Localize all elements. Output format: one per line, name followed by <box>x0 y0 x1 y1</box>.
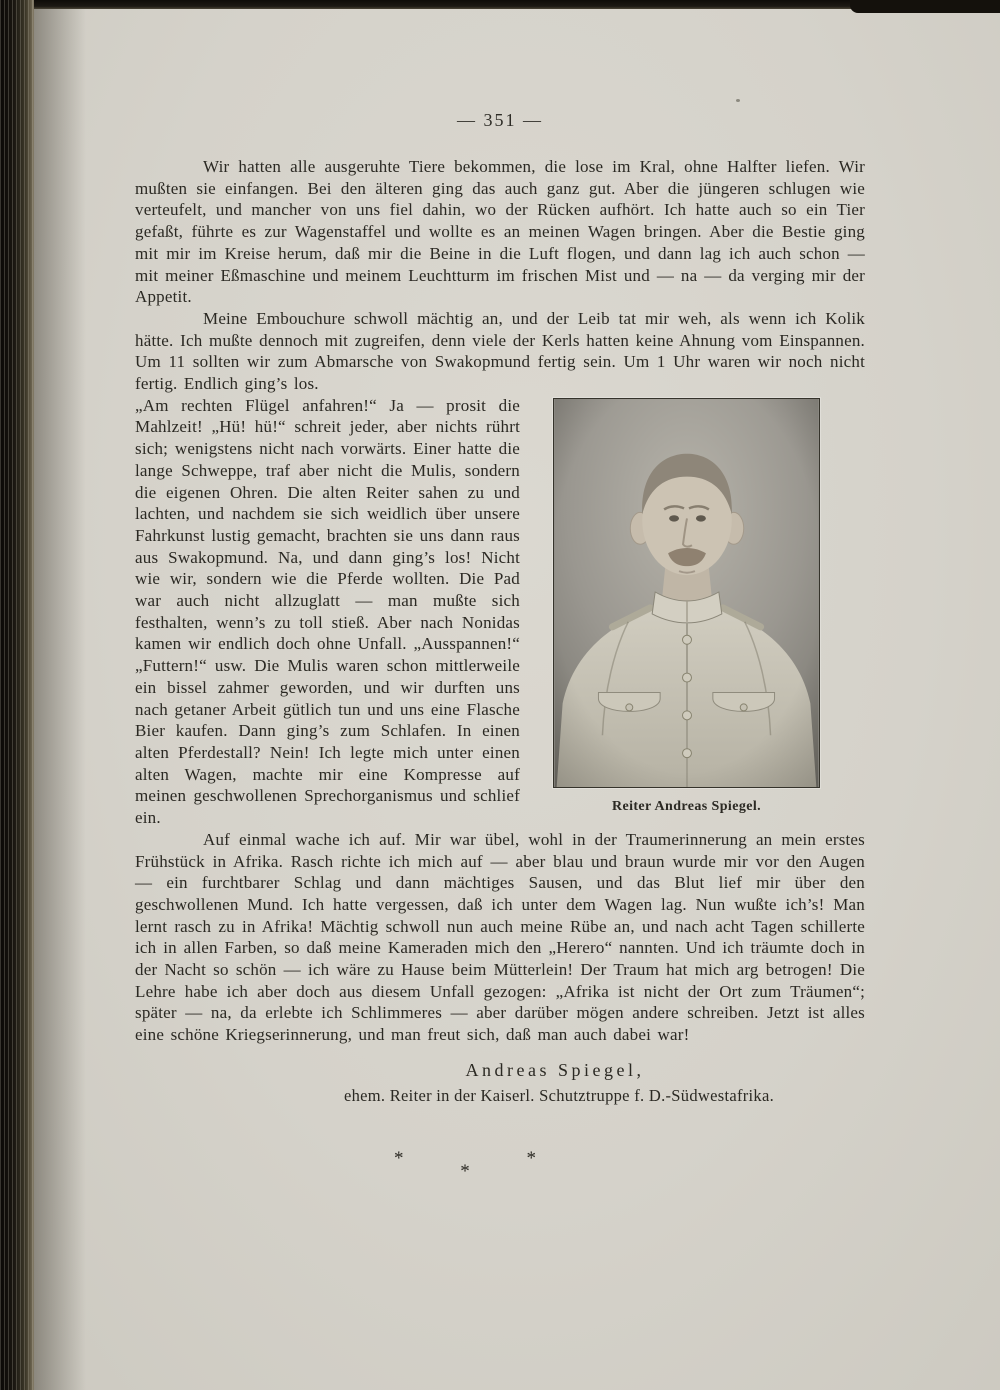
paragraph-1: Wir hatten alle ausgeruhte Tiere bekommen, die lose im Kral, ohne Halfter liefen. Wir mußten sie einfangen. Bei den älteren ging das auch ganz gut. Aber die jüngeren schlugen wie verteufelt, und mancher von uns fiel dahin, wo der Rücken aufhört. Ich hatte auch so ein Tier gefaßt, führte es zur Wagenstaffel und wollte es an meinen Wagen bringen. Aber die Bestie ging mit mir im Kreise herum, daß mir die Beine in die Luft flogen, und dann lag ich auch schon — mit meiner Eßmaschine und meinem Leuchtturm im frischen Mist und — na — da verging mir der Appetit. <box>135 157 865 307</box>
paragraph-2-continued: „Am rechten Flügel anfahren!“ Ja — prosit die Mahlzeit! „Hü! hü!“ schreit jeder, aber nichts rührt sich; wenigstens nicht nach vorwärts. Einer hatte die lange Schweppe, traf aber nicht die Mulis, sondern die eigenen Ohren. Die alten Reiter sahen zu und lachten, und nachdem sie sich weidlich über unsere Fahrkunst lustig gemacht, brachten sie uns dann raus aus Swakopmund. Na, und dann ging’s los! Nicht wie wir, sondern wie die Pferde wollten. Die Pad war auch nicht allzuglatt — man mußte sich festhalten, wenn’s zu toll stieß. Aber nach Nonidas kamen wir endlich doch ohne Unfall. „Ausspannen!“ „Futtern!“ usw. Die Mulis waren schon mittlerweile ein bissel zahmer geworden, und wir durften uns nach getaner Arbeit gütlich tun und uns eine Flasche Bier kaufen. Dann ging’s zum Schlafen. In einen alten Pferdestall? Nein! Ich legte mich unter einen alten Wagen, machte mir eine Kompresse auf meinen geschwollenen Sprechorganismus und schlief ein. <box>135 395 520 828</box>
signature-title: ehem. Reiter in der Kaiserl. Schutztruppe f. D.-Südwestafrika. <box>343 1085 775 1105</box>
dust-speck <box>736 99 740 102</box>
photo-caption: Reiter Andreas Spiegel. <box>611 798 762 814</box>
photo-text-flow <box>135 395 865 1046</box>
soldier-portrait-image <box>554 399 819 787</box>
scan-top-edge <box>0 0 1000 9</box>
book-binding-edge <box>0 0 34 1390</box>
asterisk: * <box>394 1147 404 1169</box>
page-number: — 351 — <box>457 110 543 130</box>
section-separator <box>135 1148 865 1188</box>
portrait-photo <box>553 398 820 788</box>
asterisk: * <box>460 1160 470 1182</box>
paragraph-3: Auf einmal wache ich auf. Mir war übel, wohl in der Traumerinnerung an mein erstes Frühstück in Afrika. Rasch richte ich mich auf — aber blau und braun wurde mir vor den Augen — ein furchtbarer Schlag und dann mächtiges Sausen, und das Blut lief mir über den geschwollenen Mund. Ich hatte vergessen, daß ich unter dem Wagen lag. Nun wußte ich’s! Man lernt rasch zu in Afrika! Mächtig schwoll nun auch meine Rübe an, und nach acht Tagen schillerte ich in allen Farben, so daß meine Kameraden mich den „Herero“ nannten. Und ich träumte doch in der Nacht so schön — ich wäre zu Hause beim Mütterlein! Der Traum hat mich arg betrogen! Die Lehre habe ich aber doch aus diesem Unfall gezogen: „Afrika ist nicht der Ort zum Träumen“; später — na, da erlebte ich Schlimmeres — aber darüber mögen andere schreiben. Jetzt ist alles eine schöne Kriegserinnerung, und man freut sich, daß man auch dabei war! <box>135 829 865 1045</box>
paragraph-2: Meine Embouchure schwoll mächtig an, und der Leib tat mir weh, als wenn ich Kolik hätte. Ich mußte dennoch mit zugreifen, denn viele der Kerls hatten keine Ahnung vom Einspannen. Um 11 sollten wir zum Abmarsche von Swakopmund fertig sein. Um 1 Uhr waren wir noch nicht fertig. Endlich ging’s los. <box>135 308 865 394</box>
portrait-figure <box>553 398 820 815</box>
binding-shadow <box>34 0 86 1390</box>
signature-name: Andreas Spiegel, <box>465 1059 645 1080</box>
signature-block <box>135 1060 865 1106</box>
asterisk: * <box>526 1147 536 1169</box>
